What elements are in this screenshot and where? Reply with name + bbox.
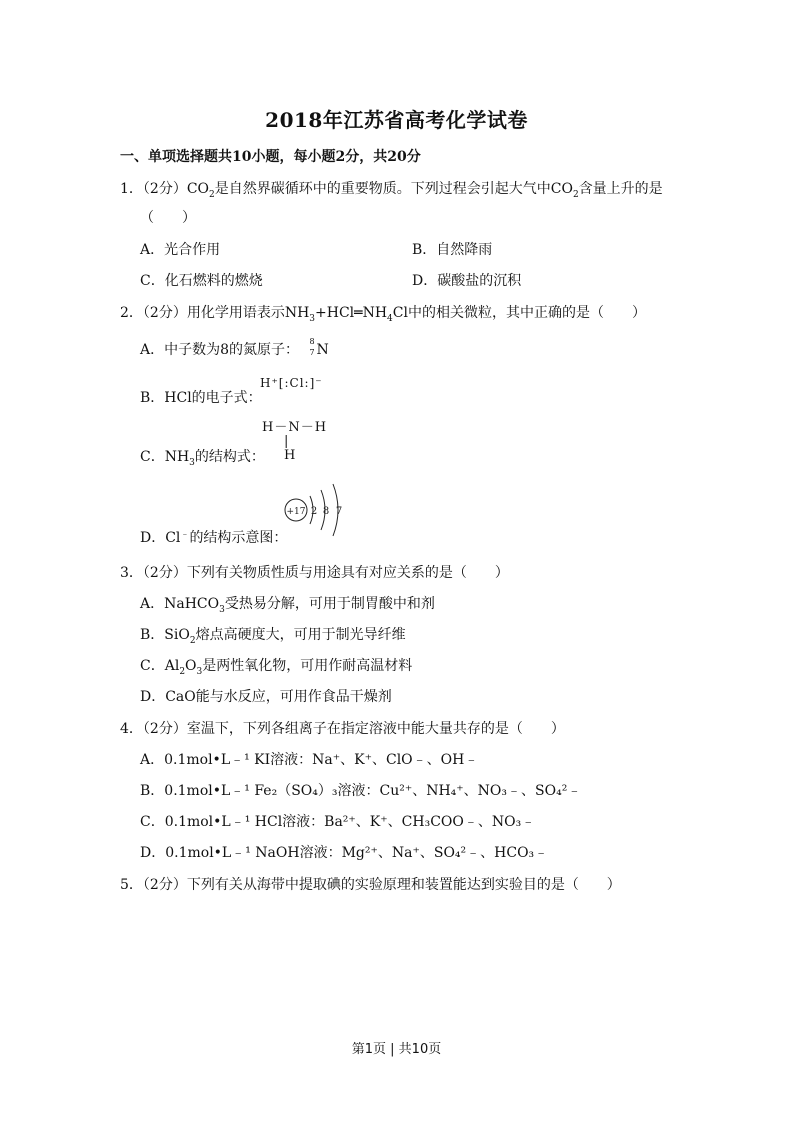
q1-stem-part: 含量上升的是: [578, 181, 663, 197]
q4-option-a: A．0.1mol•L﹣¹ KI溶液：Na⁺、K⁺、ClO﹣、OH﹣: [140, 752, 479, 768]
q2-option-c-text: 的结构式：: [194, 449, 265, 465]
q1-option-c: C．化石燃料的燃烧: [140, 273, 263, 289]
q2-c-subscript: 3: [189, 457, 195, 468]
q1-stem-part: 是自然界碳循环中的重要物质。下列过程会引起大气中CO: [214, 181, 573, 197]
question-1-paren: （ ）: [140, 210, 196, 226]
q2-subscript: 4: [387, 313, 393, 324]
isotope-mass-number: 8: [309, 337, 315, 346]
q3-option-c: [140, 655, 412, 675]
q2-option-d-text: 的结构示意图：: [189, 530, 288, 546]
hcl-electron-formula: [260, 372, 323, 391]
q3-c-text: C．Al: [140, 658, 180, 674]
hcl-formula-text: H⁺[:Cl:]⁻: [260, 376, 323, 390]
q1-option-b: B．自然降雨: [412, 242, 493, 258]
question-3-stem: 3．（2分）下列有关物质性质与用途具有对应关系的是（ ）: [120, 565, 509, 581]
section-heading: 一、单项选择题共10小题，每小题2分，共20分: [120, 149, 421, 165]
q2-stem-part: 2．（2分）用化学用语表示NH: [120, 305, 310, 321]
isotope-symbol: N: [316, 342, 329, 358]
page-title: 2018年江苏省高考化学试卷: [265, 108, 528, 132]
shell-electron-count: 8: [322, 506, 330, 517]
q2-option-b: B．HCl的电子式：: [140, 390, 262, 406]
nitrogen-isotope: [309, 337, 331, 358]
nucleus-charge: +17: [286, 507, 306, 517]
q2-option-c-text: C．NH: [140, 449, 190, 465]
q2-d-superscript: ﹣: [180, 529, 190, 540]
q1-subscript: 2: [209, 189, 215, 200]
q3-option-d: D．CaO能与水反应，可用作食品干燥剂: [140, 689, 392, 705]
q3-c-text: O: [185, 658, 197, 674]
nh3-structural-formula: [262, 416, 327, 462]
q3-a-subscript: 3: [219, 604, 225, 615]
q3-a-text: A．NaHCO: [140, 596, 220, 612]
q2-subscript: 3: [309, 313, 316, 324]
q4-option-c: C．0.1mol•L﹣¹ HCl溶液：Ba²⁺、K⁺、CH₃COO﹣、NO₃﹣: [140, 814, 536, 830]
q2-option-a: [140, 339, 331, 359]
isotope-atomic-number: 7: [309, 348, 315, 357]
q4-option-b: B．0.1mol•L﹣¹ Fe₂（SO₄）₃溶液：Cu²⁺、NH₄⁺、NO₃﹣、SO₄²﹣: [140, 783, 582, 799]
cl-ion-structure-diagram: [283, 482, 353, 544]
q3-a-text: 受热易分解，可用于制胃酸中和剂: [224, 596, 435, 612]
nh3-top-row: H－N－H: [262, 420, 328, 435]
shell-electron-count: 7: [335, 506, 343, 517]
question-4-stem: 4．（2分）室温下，下列各组离子在指定溶液中能大量共存的是（ ）: [120, 721, 565, 737]
q2-option-d: [140, 527, 287, 547]
q2-stem-part: Cl中的相关微粒，其中正确的是（ ）: [392, 305, 646, 321]
q4-option-d: D．0.1mol•L﹣¹ NaOH溶液：Mg²⁺、Na⁺、SO₄²﹣、HCO₃﹣: [140, 845, 549, 861]
q3-b-subscript: 2: [189, 635, 196, 646]
shell-electron-count: 2: [310, 506, 318, 517]
cl-ion-structure-svg: [283, 482, 353, 540]
q2-stem-part: +HCl═NH: [315, 305, 388, 321]
page-footer: 第1页 | 共10页: [351, 1042, 442, 1057]
q3-option-a: [140, 593, 435, 613]
q3-c-text: 是两性氧化物，可用作耐高温材料: [202, 658, 413, 674]
q1-stem-part: 1．（2分）CO: [120, 181, 210, 197]
q1-option-d: D．碳酸盐的沉积: [412, 273, 522, 289]
q3-c-subscript: 2: [179, 666, 186, 677]
question-2-stem: [120, 302, 646, 322]
question-5-stem: 5．（2分）下列有关从海带中提取碘的实验原理和装置能达到实验目的是（ ）: [120, 877, 621, 893]
q3-b-text: 熔点高硬度大，可用于制光导纤维: [195, 627, 406, 643]
q2-option-a-text: A．中子数为8的氮原子：: [140, 342, 300, 358]
q2-option-d-text: D．Cl: [140, 530, 181, 546]
q2-option-c: [140, 446, 265, 466]
q3-b-text: B．SiO: [140, 627, 190, 643]
q3-option-b: [140, 624, 406, 644]
question-1-stem: [120, 178, 663, 198]
q1-subscript: 2: [572, 189, 579, 200]
nh3-bond-vertical: |: [284, 434, 289, 449]
q1-option-a: A．光合作用: [140, 242, 221, 258]
q3-c-subscript: 3: [196, 666, 203, 677]
nh3-bottom-h: H: [284, 448, 296, 463]
